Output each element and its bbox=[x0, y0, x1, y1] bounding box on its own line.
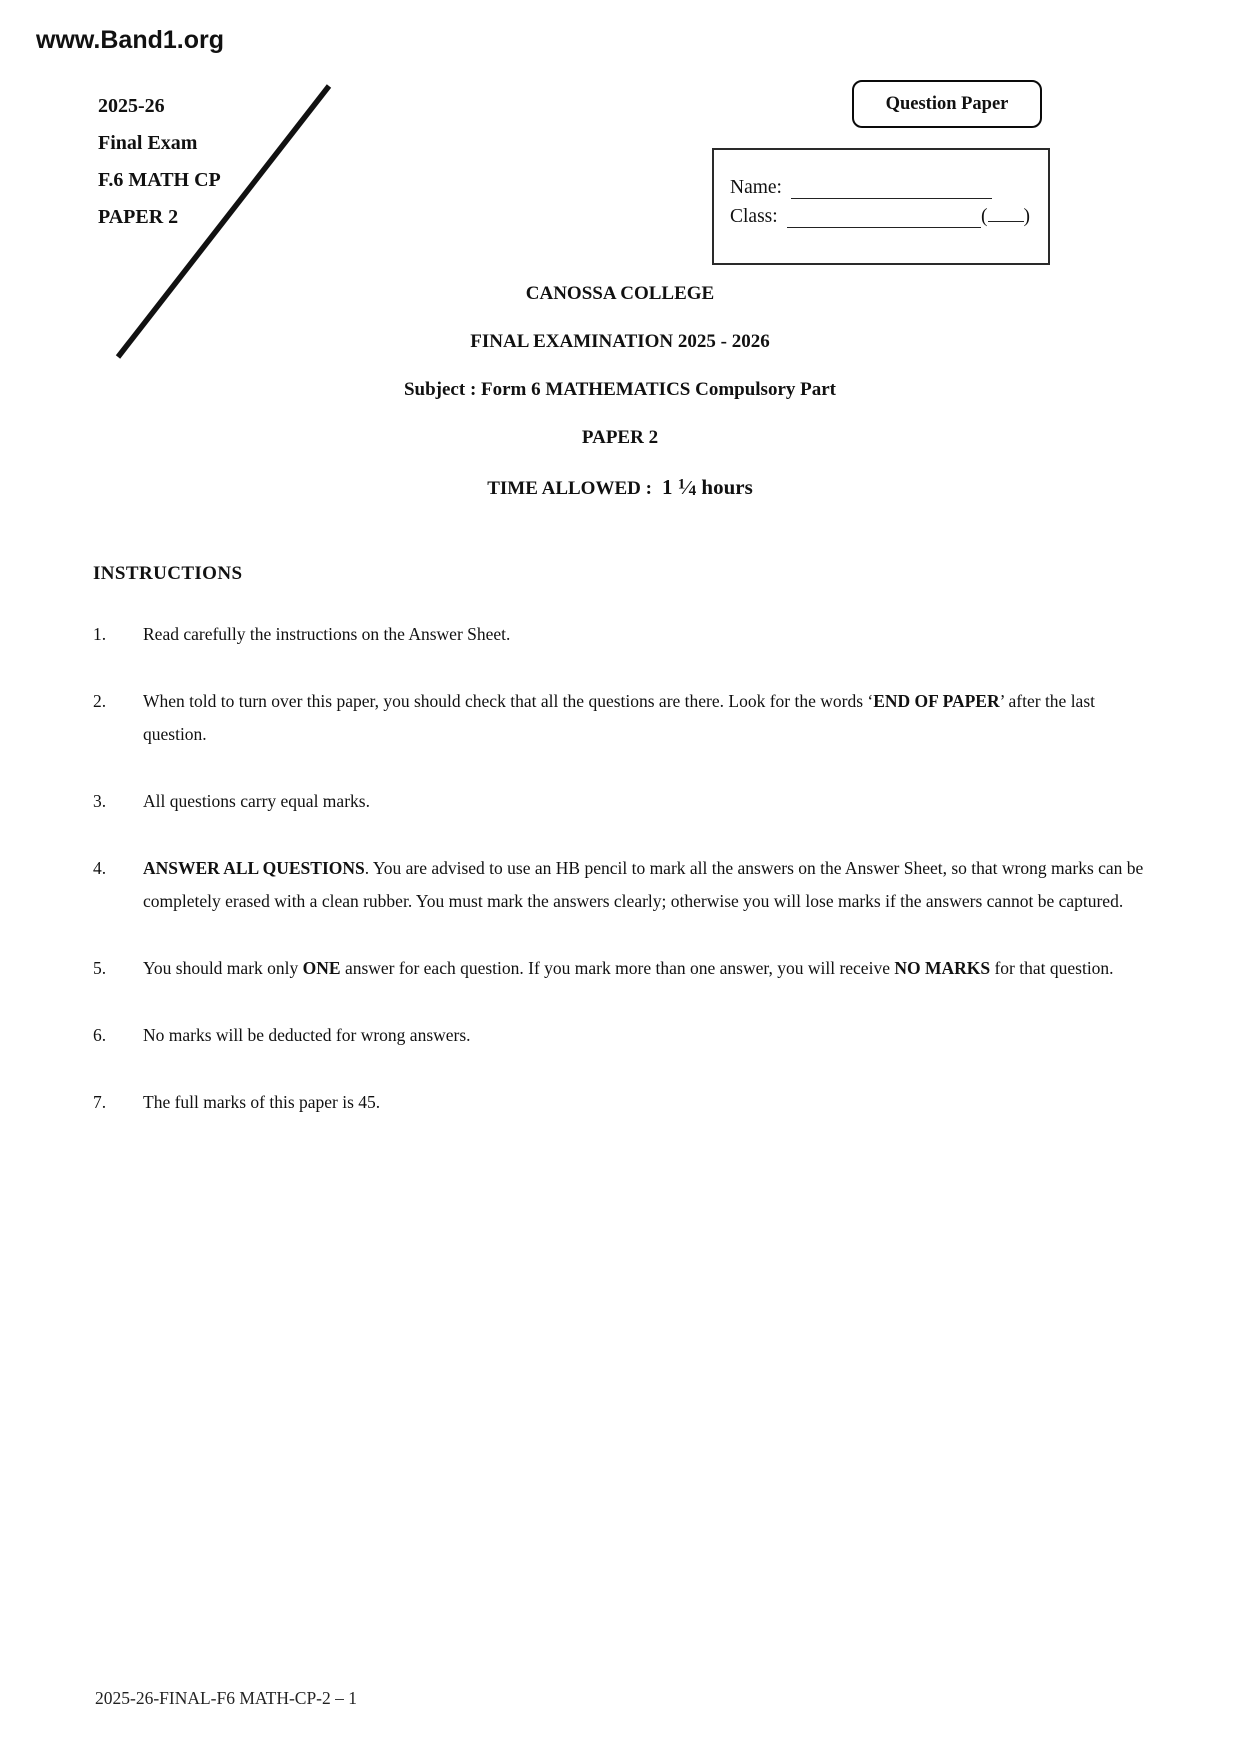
instruction-item-2 bbox=[93, 685, 1150, 751]
class-number-blank bbox=[988, 221, 1024, 222]
exam-info-line-subject: F.6 MATH CP bbox=[98, 169, 221, 191]
time-allowed-line bbox=[0, 475, 1240, 500]
class-number-paren: ( ) bbox=[981, 206, 1030, 227]
instruction-item-3 bbox=[93, 785, 1150, 818]
question-paper-label: Question Paper bbox=[885, 93, 1009, 114]
site-watermark: www.Band1.org bbox=[36, 26, 224, 54]
time-fraction: $^1$⁄4 bbox=[677, 476, 697, 499]
name-field-row bbox=[730, 177, 1030, 199]
subject-line: Subject : Form 6 MATHEMATICS Compulsory Part bbox=[403, 379, 837, 400]
instruction-number: 6. bbox=[93, 1025, 107, 1045]
time-allowed-value: 1 $^1$⁄4 hours bbox=[661, 475, 753, 499]
instruction-text: All questions carry equal marks. bbox=[143, 791, 370, 811]
exam-info-line-exam: Final Exam bbox=[98, 132, 198, 154]
page-footer: 2025-26-FINAL-F6 MATH-CP-2 – 1 bbox=[95, 1688, 358, 1708]
title-block bbox=[0, 283, 1240, 500]
instruction-text: No marks will be deducted for wrong answers. bbox=[143, 1025, 471, 1045]
instructions-heading: INSTRUCTIONS bbox=[93, 563, 243, 584]
instruction-item-7 bbox=[93, 1086, 1150, 1119]
time-unit: hours bbox=[701, 475, 753, 499]
paper-number: PAPER 2 bbox=[581, 427, 659, 448]
instructions-section bbox=[93, 563, 1150, 1153]
instruction-item-1 bbox=[93, 618, 1150, 651]
instruction-item-4 bbox=[93, 852, 1150, 918]
class-blank-line bbox=[787, 206, 981, 228]
exam-info-line-paper: PAPER 2 bbox=[98, 206, 179, 228]
school-name: CANOSSA COLLEGE bbox=[525, 283, 715, 304]
instruction-number: 7. bbox=[93, 1092, 107, 1112]
instruction-number: 4. bbox=[93, 858, 107, 878]
instruction-text: ANSWER ALL QUESTIONS. You are advised to use an HB pencil to mark all the answers on the Answer Sheet, so that wrong marks can be completely erased with a clean rubber. You must mark the answers clearly; otherwise you will lose marks if the answers cannot be captured. bbox=[143, 858, 1144, 911]
class-field-row bbox=[730, 206, 1030, 228]
class-label: Class: bbox=[730, 206, 778, 227]
instruction-text: The full marks of this paper is 45. bbox=[143, 1092, 381, 1112]
instruction-number: 2. bbox=[93, 691, 107, 711]
instruction-item-5 bbox=[93, 952, 1150, 985]
question-paper-badge bbox=[852, 80, 1042, 128]
instruction-text: You should mark only ONE answer for each question. If you mark more than one answer, you will receive NO MARKS for that question. bbox=[143, 958, 1114, 978]
time-allowed-label: TIME ALLOWED : bbox=[487, 478, 652, 499]
instruction-text: Read carefully the instructions on the Answer Sheet. bbox=[143, 624, 511, 644]
name-class-box bbox=[712, 148, 1050, 265]
exam-info-line-year: 2025-26 bbox=[98, 95, 165, 117]
instruction-number: 1. bbox=[93, 624, 107, 644]
instruction-number: 3. bbox=[93, 791, 107, 811]
name-blank-line bbox=[791, 177, 992, 199]
instruction-text: When told to turn over this paper, you should check that all the questions are there. Look for the words ‘END OF PAPER’ after the last question. bbox=[143, 691, 1095, 744]
instructions-list bbox=[93, 618, 1150, 1119]
instruction-number: 5. bbox=[93, 958, 107, 978]
name-label: Name: bbox=[730, 177, 782, 198]
instruction-item-6 bbox=[93, 1019, 1150, 1052]
exam-title: FINAL EXAMINATION 2025 - 2026 bbox=[470, 331, 770, 352]
